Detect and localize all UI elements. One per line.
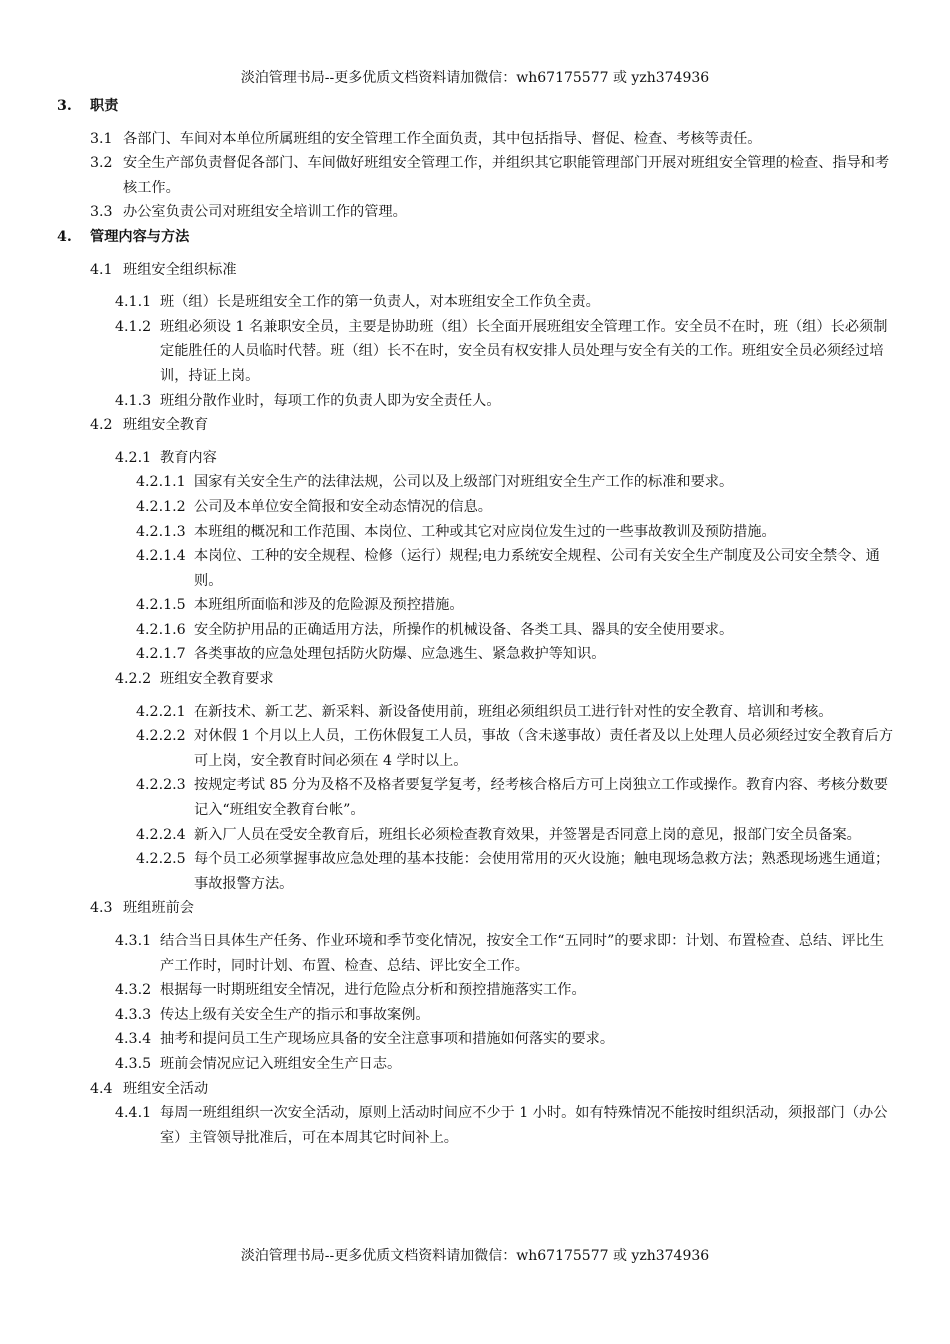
clause <box>0 495 894 520</box>
clause <box>0 1003 895 1028</box>
subsubsection-title: 班组安全教育要求 <box>160 671 274 688</box>
clause-text: 各部门、车间对本单位所属班组的安全管理工作全面负责，其中包括指导、督促、检查、考核等责任。 <box>123 130 762 147</box>
clause-text: 班（组）长是班组安全工作的第一负责人，对本班组安全工作负全责。 <box>160 294 600 311</box>
clause-text: 公司及本单位安全简报和安全动态情况的信息。 <box>194 498 492 515</box>
clause-text: 结合当日具体生产任务、作业环境和季节变化情况，按安全工作“五同时”的要求即：计划、布置检查、总结、评比生产工作时，同时计划、布置、检查、总结、评比安全工作。 <box>160 933 884 974</box>
clause <box>0 520 894 545</box>
clause <box>0 544 894 593</box>
clause-number: 3.1 <box>90 130 113 147</box>
clause-number: 4.3.3 <box>115 1006 152 1023</box>
subsection-number: 4.3 <box>90 900 113 917</box>
subsubsection-number: 4.2.2 <box>115 671 152 688</box>
clause <box>0 823 894 848</box>
clause <box>0 1101 905 1150</box>
subsection-title: 班组班前会 <box>123 900 194 917</box>
section-heading <box>0 225 950 250</box>
clause-text: 新入厂人员在受安全教育后，班组长必须检查教育效果，并签署是否同意上岗的意见，报部门安全员备案。 <box>194 826 861 843</box>
clause-text: 按规定考试 85 分为及格不及格者要复学复考，经考核合格后方可上岗独立工作或操作。教育内容、考核分数要记入“班组安全教育台帐”。 <box>194 777 888 819</box>
clause-text: 班组分散作业时，每项工作的负责人即为安全责任人。 <box>160 392 501 409</box>
page-footer: 淡泊管理书局--更多优质文档资料请加微信：wh67175577 或 yzh374936 <box>240 1248 710 1264</box>
clause-text: 本班组所面临和涉及的危险源及预控措施。 <box>194 597 464 614</box>
clause-number: 4.2.1.5 <box>136 597 186 614</box>
clause-text: 抽考和提问员工生产现场应具备的安全注意事项和措施如何落实的要求。 <box>160 1031 615 1048</box>
page-header: 淡泊管理书局--更多优质文档资料请加微信：wh67175577 或 yzh374936 <box>240 70 710 86</box>
clause <box>0 724 894 773</box>
clause-text: 传达上级有关安全生产的指示和事故案例。 <box>160 1006 430 1023</box>
clause-number: 4.1.3 <box>115 392 152 409</box>
section-heading <box>0 94 950 119</box>
clause-number: 4.2.1.2 <box>136 498 186 515</box>
subsubsection-number: 4.2.1 <box>115 449 152 466</box>
clause-number: 4.2.2.1 <box>136 703 186 720</box>
subsubsection-heading <box>0 446 950 471</box>
clause <box>0 200 893 225</box>
clause-number: 4.2.1.4 <box>136 548 186 565</box>
clause-text: 安全防护用品的正确适用方法，所操作的机械设备、各类工具、器具的安全使用要求。 <box>194 621 734 638</box>
clause-number: 4.2.2.3 <box>136 777 186 794</box>
clause <box>0 593 894 618</box>
subsection-number: 4.4 <box>90 1080 113 1097</box>
clause <box>0 1027 895 1052</box>
clause-number: 4.4.1 <box>115 1105 152 1122</box>
clause-number: 4.3.1 <box>115 933 152 949</box>
clause-number: 4.2.1.1 <box>136 474 186 491</box>
clause-number: 3.3 <box>90 204 113 221</box>
clause <box>0 290 890 315</box>
clause <box>0 847 894 896</box>
subsection-heading <box>0 896 950 921</box>
subsubsection-heading <box>0 667 950 692</box>
clause <box>0 929 895 978</box>
section-title: 职责 <box>90 98 119 114</box>
subsection-heading <box>0 258 950 283</box>
clause <box>0 642 894 667</box>
clause-text: 各类事故的应急处理包括防火防爆、应急逃生、紧急救护等知识。 <box>194 646 606 663</box>
clause-number: 4.3.5 <box>115 1055 152 1072</box>
clause-number: 4.2.1.7 <box>136 646 186 663</box>
clause-number: 4.3.2 <box>115 982 152 999</box>
subsubsection-title: 教育内容 <box>160 449 217 466</box>
clause-number: 4.2.1.3 <box>136 523 186 540</box>
clause <box>0 773 894 822</box>
clause-text: 在新技术、新工艺、新采料、新设备使用前，班组必须组织员工进行针对性的安全教育、培训和考核。 <box>194 703 833 720</box>
clause-number: 4.2.1.6 <box>136 621 186 638</box>
subsection-title: 班组安全活动 <box>123 1080 209 1097</box>
clause <box>0 1052 895 1077</box>
clause-text: 对休假 1 个月以上人员，工伤休假复工人员，事故（含未遂事故）责任者及以上处理人员必须经过安全教育后方可上岗，安全教育时间必须在 4 学时以上。 <box>194 728 894 769</box>
clause <box>0 470 894 495</box>
clause <box>0 978 895 1003</box>
clause-text: 本班组的概况和工作范围、本岗位、工种或其它对应岗位发生过的一些事故教训及预防措施。 <box>194 523 776 540</box>
clause-text: 班组必须设 1 名兼职安全员，主要是协助班（组）长全面开展班组安全管理工作。安全员不在时，班（组）长必须制定能胜任的人员临时代替。班（组）长不在时，安全员有权安排人员处理与安全有关的工作。班组安全员必须经过培训，持证上岗。 <box>160 318 888 384</box>
subsection-heading <box>0 413 950 438</box>
clause-number: 3.2 <box>90 155 113 172</box>
section-title: 管理内容与方法 <box>90 228 190 245</box>
section-number-4: 4. <box>57 228 72 245</box>
clause-text: 每个员工必须掌握事故应急处理的基本技能：会使用常用的灭火设施；触电现场急救方法；熟悉现场逃生通道；事故报警方法。 <box>194 851 890 892</box>
clause <box>0 389 890 414</box>
subsection-heading <box>0 1077 950 1102</box>
clause <box>0 151 893 200</box>
clause-text: 每周一班组组织一次安全活动，原则上活动时间应不少于 1 小时。如有特殊情况不能按时组织活动，须报部门（办公室）主管领导批准后，可在本周其它时间补上。 <box>160 1105 888 1146</box>
clause-number: 4.2.2.4 <box>136 826 186 843</box>
clause-number: 4.1.2 <box>115 318 152 335</box>
subsection-number: 4.2 <box>90 417 113 434</box>
section-number-3: 3. <box>57 98 72 114</box>
clause-text: 根据每一时期班组安全情况，进行危险点分析和预控措施落实工作。 <box>160 982 586 999</box>
clause-text: 班前会情况应记入班组安全生产日志。 <box>160 1055 402 1072</box>
clause-text: 安全生产部负责督促各部门、车间做好班组安全管理工作，并组织其它职能管理部门开展对班组安全管理的检查、指导和考核工作。 <box>123 155 890 196</box>
subsection-title: 班组安全组织标准 <box>123 261 237 278</box>
clause <box>0 700 894 725</box>
clause <box>0 127 913 152</box>
clause-number: 4.2.2.5 <box>136 851 186 868</box>
clause <box>0 618 894 643</box>
document-body <box>0 94 950 1150</box>
clause-text: 本岗位、工种的安全规程、检修（运行）规程;电力系统安全规程、公司有关安全生产制度及公司安全禁令、通则。 <box>194 548 880 589</box>
clause-number: 4.1.1 <box>115 294 152 311</box>
clause-text: 国家有关安全生产的法律法规，公司以及上级部门对班组安全生产工作的标准和要求。 <box>194 474 734 491</box>
clause-number: 4.3.4 <box>115 1031 152 1048</box>
subsection-number: 4.1 <box>90 261 113 278</box>
clause <box>0 315 890 389</box>
subsection-title: 班组安全教育 <box>123 417 209 434</box>
clause-number: 4.2.2.2 <box>136 728 186 745</box>
clause-text: 办公室负责公司对班组安全培训工作的管理。 <box>123 204 407 221</box>
